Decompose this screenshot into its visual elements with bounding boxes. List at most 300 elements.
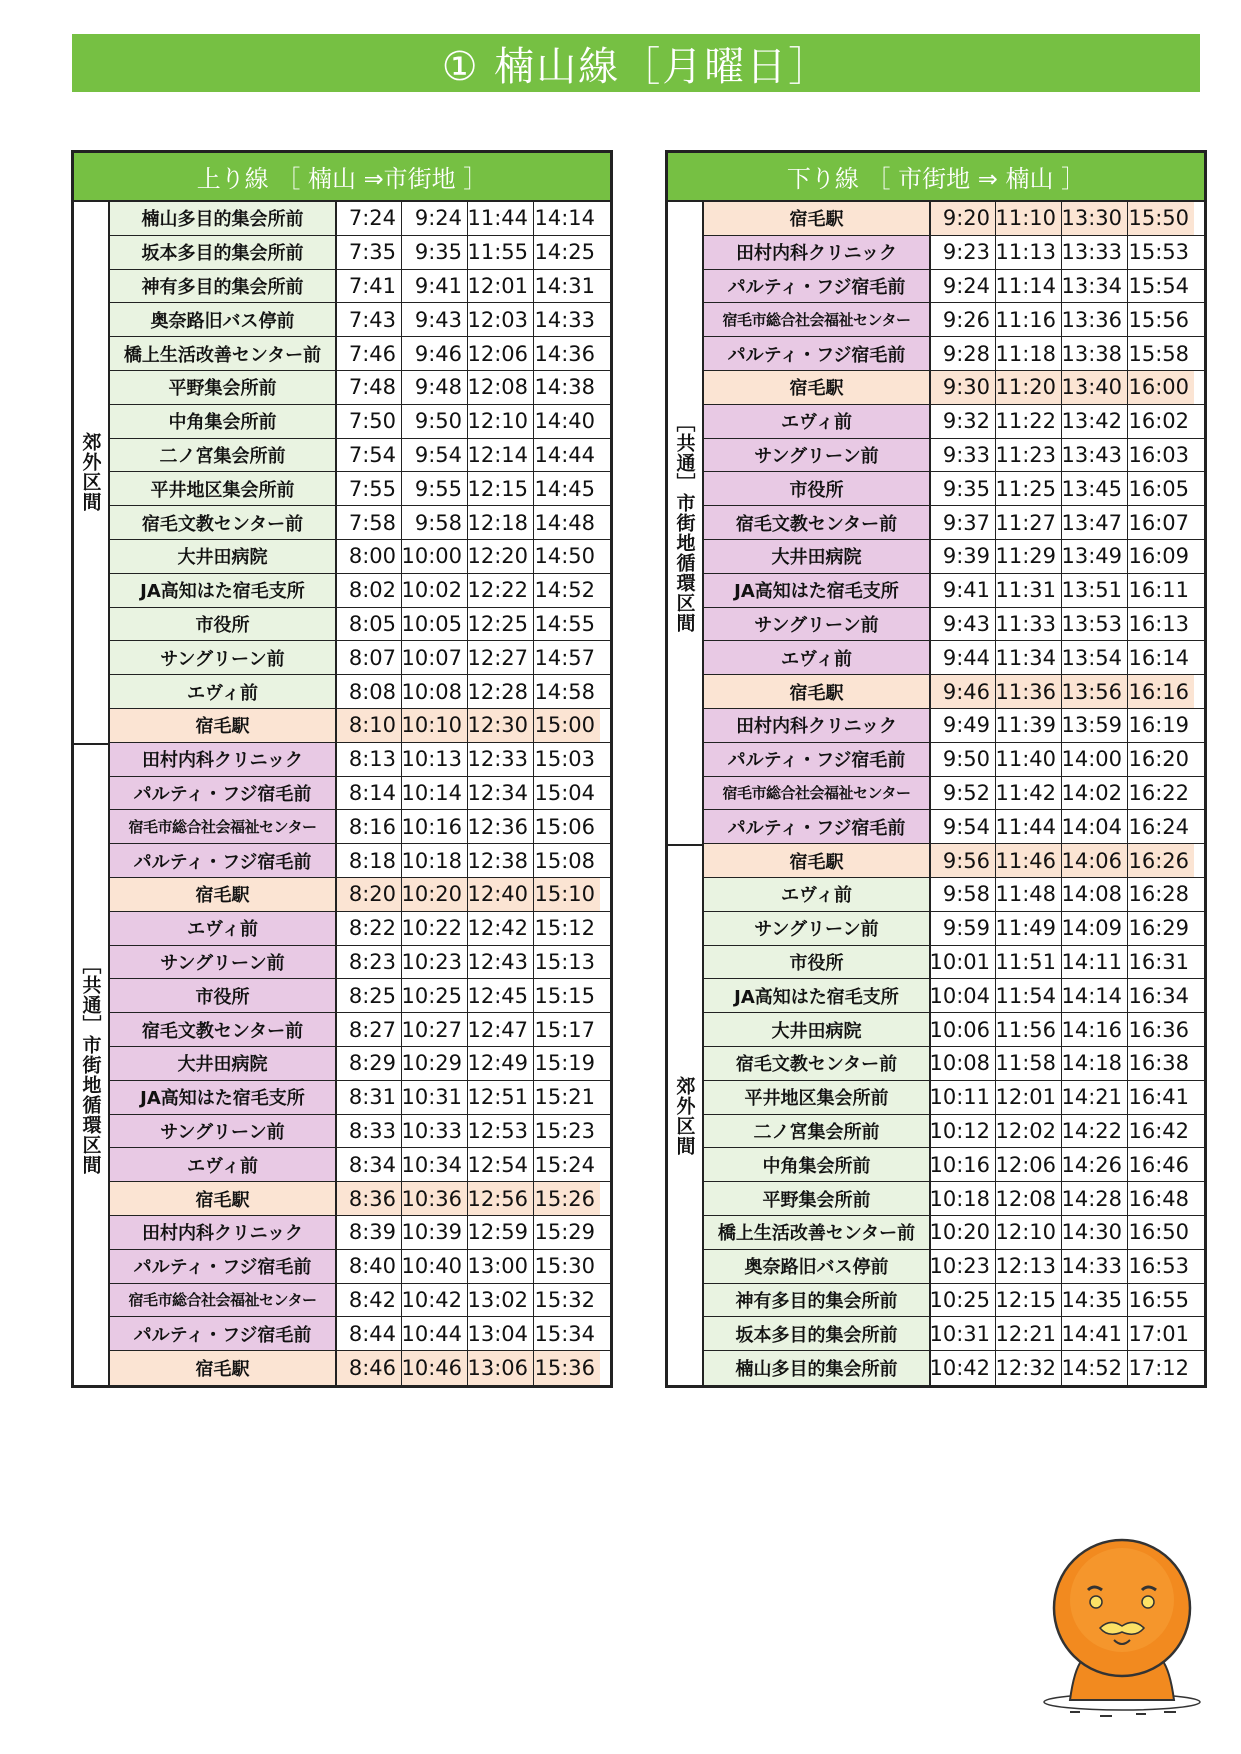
departure-time: 14:14 — [1062, 979, 1128, 1012]
departure-time: 15:26 — [534, 1182, 600, 1215]
departure-time: 11:36 — [996, 675, 1062, 708]
departure-time: 15:30 — [534, 1254, 595, 1279]
departure-time: 12:43 — [468, 946, 534, 979]
stop-name: サングリーン前 — [110, 1115, 337, 1148]
table-row — [110, 202, 610, 236]
departure-time: 11:18 — [996, 337, 1062, 370]
departure-time: 16:31 — [1128, 949, 1189, 974]
table-row — [704, 709, 1204, 743]
table-row — [704, 1216, 1204, 1250]
stop-name: 大井田病院 — [110, 1047, 337, 1080]
departure-time: 13:02 — [468, 1284, 534, 1317]
stop-name: 楠山多目的集会所前 — [704, 1351, 931, 1385]
stop-name: エヴィ前 — [110, 1148, 337, 1181]
stop-name: パルティ・フジ宿毛前 — [704, 743, 931, 776]
departure-time: 16:09 — [1128, 544, 1189, 569]
stop-name: 宿毛駅 — [704, 202, 931, 235]
table-row — [110, 1115, 610, 1149]
stop-name: エヴィ前 — [110, 675, 337, 708]
departure-time: 10:39 — [402, 1216, 468, 1249]
stop-name: 平野集会所前 — [704, 1182, 931, 1215]
table-row — [110, 979, 610, 1013]
departure-time: 13:42 — [1062, 405, 1128, 438]
departure-time: 16:24 — [1128, 814, 1189, 839]
table-row — [110, 709, 610, 743]
stop-name: エヴィ前 — [704, 878, 931, 911]
departure-time: 8:31 — [337, 1081, 402, 1114]
departure-time: 12:01 — [996, 1081, 1062, 1114]
departure-time: 9:41 — [931, 574, 996, 607]
departure-time: 12:36 — [468, 810, 534, 843]
departure-time: 11:14 — [996, 270, 1062, 303]
departure-time: 9:54 — [402, 439, 468, 472]
departure-time: 12:45 — [468, 979, 534, 1012]
departure-time: 9:50 — [402, 405, 468, 438]
table-row — [110, 675, 610, 709]
departure-time: 12:15 — [996, 1284, 1062, 1317]
departure-time: 8:10 — [337, 709, 402, 742]
stop-name: JA高知はた宿毛支所 — [110, 1081, 337, 1114]
departure-time: 12:01 — [468, 270, 534, 303]
departure-time: 15:00 — [534, 709, 600, 742]
stop-name: 市役所 — [110, 608, 337, 641]
departure-time: 8:23 — [337, 946, 402, 979]
departure-time: 11:55 — [468, 236, 534, 269]
stop-name: 坂本多目的集会所前 — [704, 1317, 931, 1350]
departure-time: 13:40 — [1062, 371, 1128, 404]
table-row — [704, 946, 1204, 980]
departure-time: 8:02 — [337, 574, 402, 607]
departure-time: 13:53 — [1062, 608, 1128, 641]
stop-name: 大井田病院 — [704, 540, 931, 573]
table-row — [110, 1047, 610, 1081]
departure-time: 13:47 — [1062, 506, 1128, 539]
departure-time: 10:16 — [931, 1148, 996, 1181]
departure-time: 13:34 — [1062, 270, 1128, 303]
stop-name: 宿毛市総合社会福祉センター — [110, 1284, 337, 1317]
departure-time: 16:50 — [1128, 1220, 1189, 1245]
segment-labels — [668, 202, 704, 1385]
stop-name: エヴィ前 — [110, 912, 337, 945]
departure-time: 13:36 — [1062, 303, 1128, 336]
departure-time: 14:08 — [1062, 878, 1128, 911]
stop-name: 平野集会所前 — [110, 371, 337, 404]
table-row — [110, 236, 610, 270]
departure-time: 8:33 — [337, 1115, 402, 1148]
departure-time: 8:39 — [337, 1216, 402, 1249]
stop-name: 田村内科クリニック — [110, 743, 337, 776]
departure-time: 14:06 — [1062, 844, 1128, 877]
table-row — [704, 675, 1204, 709]
departure-time: 12:42 — [468, 912, 534, 945]
departure-time: 13:43 — [1062, 439, 1128, 472]
table-row — [110, 270, 610, 304]
table-row — [704, 236, 1204, 270]
departure-time: 12:10 — [996, 1216, 1062, 1249]
departure-time: 10:22 — [402, 912, 468, 945]
departure-time: 8:36 — [337, 1182, 402, 1215]
departure-time: 8:18 — [337, 844, 402, 877]
departure-time: 7:55 — [337, 472, 402, 505]
table-row — [704, 1148, 1204, 1182]
departure-time: 10:08 — [931, 1047, 996, 1080]
departure-time: 14:02 — [1062, 777, 1128, 810]
stop-name: 楠山多目的集会所前 — [110, 202, 337, 235]
departure-time: 14:00 — [1062, 743, 1128, 776]
departure-time: 10:36 — [402, 1182, 468, 1215]
departure-time: 9:52 — [931, 777, 996, 810]
segment-labels — [74, 202, 110, 1385]
departure-time: 11:10 — [996, 202, 1062, 235]
departure-time: 10:02 — [402, 574, 468, 607]
departure-time: 16:22 — [1128, 780, 1189, 805]
departure-time: 12:08 — [468, 371, 534, 404]
departure-time: 10:18 — [931, 1182, 996, 1215]
departure-time: 9:33 — [931, 439, 996, 472]
table-row — [110, 641, 610, 675]
departure-time: 16:36 — [1128, 1017, 1189, 1042]
departure-time: 15:54 — [1128, 273, 1189, 298]
departure-time: 14:38 — [534, 375, 595, 400]
departure-time: 14:33 — [534, 307, 595, 332]
departure-time: 7:58 — [337, 506, 402, 539]
departure-time: 10:16 — [402, 810, 468, 843]
table-row — [110, 1013, 610, 1047]
departure-time: 7:46 — [337, 337, 402, 370]
departure-time: 15:03 — [534, 747, 595, 772]
departure-time: 7:50 — [337, 405, 402, 438]
stop-name: 二ノ宮集会所前 — [110, 439, 337, 472]
departure-time: 12:03 — [468, 303, 534, 336]
stop-name: パルティ・フジ宿毛前 — [110, 777, 337, 810]
stop-name: 二ノ宮集会所前 — [704, 1115, 931, 1148]
departure-time: 16:48 — [1128, 1186, 1189, 1211]
departure-time: 15:15 — [534, 983, 595, 1008]
departure-time: 12:27 — [468, 641, 534, 674]
departure-time: 11:25 — [996, 472, 1062, 505]
departure-time: 9:39 — [931, 540, 996, 573]
departure-time: 12:20 — [468, 540, 534, 573]
table-row — [110, 337, 610, 371]
departure-time: 11:58 — [996, 1047, 1062, 1080]
stop-name: 大井田病院 — [110, 540, 337, 573]
segment-label: 郊外区間 — [668, 844, 702, 1385]
stop-name: 平井地区集会所前 — [110, 472, 337, 505]
departure-time: 14:55 — [534, 611, 595, 636]
departure-time: 14:11 — [1062, 946, 1128, 979]
departure-time: 12:38 — [468, 844, 534, 877]
departure-time: 13:06 — [468, 1351, 534, 1385]
departure-time: 7:54 — [337, 439, 402, 472]
stop-name: サングリーン前 — [110, 641, 337, 674]
stop-name: パルティ・フジ宿毛前 — [110, 1250, 337, 1283]
departure-time: 15:36 — [534, 1351, 600, 1385]
stop-name: サングリーン前 — [110, 946, 337, 979]
departure-time: 9:43 — [931, 608, 996, 641]
departure-time: 16:14 — [1128, 645, 1189, 670]
departure-time: 9:23 — [931, 236, 996, 269]
departure-time: 16:42 — [1128, 1118, 1189, 1143]
departure-time: 9:49 — [931, 709, 996, 742]
table-row — [704, 1115, 1204, 1149]
table-row — [110, 608, 610, 642]
departure-time: 16:53 — [1128, 1254, 1189, 1279]
departure-time: 11:44 — [468, 202, 534, 235]
departure-time: 14:28 — [1062, 1182, 1128, 1215]
table-row — [110, 574, 610, 608]
departure-time: 8:29 — [337, 1047, 402, 1080]
departure-time: 10:42 — [402, 1284, 468, 1317]
departure-time: 12:21 — [996, 1317, 1062, 1350]
departure-time: 13:51 — [1062, 574, 1128, 607]
departure-time: 10:27 — [402, 1013, 468, 1046]
stop-name: 平井地区集会所前 — [704, 1081, 931, 1114]
table-row — [110, 844, 610, 878]
departure-time: 10:23 — [931, 1250, 996, 1283]
departure-time: 15:13 — [534, 949, 595, 974]
departure-time: 10:11 — [931, 1081, 996, 1114]
departure-time: 15:23 — [534, 1118, 595, 1143]
table-row — [704, 608, 1204, 642]
table-row — [704, 1182, 1204, 1216]
departure-time: 15:53 — [1128, 240, 1189, 265]
departure-time: 10:04 — [931, 979, 996, 1012]
departure-time: 14:48 — [534, 510, 595, 535]
table-row — [110, 540, 610, 574]
stop-name: 神有多目的集会所前 — [704, 1284, 931, 1317]
timetable-down — [665, 150, 1207, 1388]
stop-name: 宿毛文教センター前 — [704, 506, 931, 539]
table-row — [110, 743, 610, 777]
segment-label: 郊外区間 — [79, 432, 102, 513]
departure-time: 16:46 — [1128, 1152, 1189, 1177]
stop-name: パルティ・フジ宿毛前 — [704, 270, 931, 303]
departure-time: 14:58 — [534, 679, 595, 704]
departure-time: 11:40 — [996, 743, 1062, 776]
stop-name: 宿毛駅 — [704, 675, 931, 708]
departure-time: 9:28 — [931, 337, 996, 370]
departure-time: 14:41 — [1062, 1317, 1128, 1350]
departure-time: 14:50 — [534, 544, 595, 569]
departure-time: 10:29 — [402, 1047, 468, 1080]
departure-time: 11:22 — [996, 405, 1062, 438]
departure-time: 11:20 — [996, 371, 1062, 404]
table-row — [704, 1317, 1204, 1351]
departure-time: 10:25 — [402, 979, 468, 1012]
table-row — [704, 979, 1204, 1013]
departure-time: 10:44 — [402, 1317, 468, 1350]
departure-time: 9:20 — [931, 202, 996, 235]
departure-time: 12:28 — [468, 675, 534, 708]
departure-time: 10:05 — [402, 608, 468, 641]
departure-time: 8:46 — [337, 1351, 402, 1385]
departure-time: 13:49 — [1062, 540, 1128, 573]
departure-time: 8:40 — [337, 1250, 402, 1283]
stop-name: JA高知はた宿毛支所 — [704, 574, 931, 607]
segment-label: ［共通］市街地循環区間 — [673, 413, 696, 634]
stop-name: 橋上生活改善センター前 — [110, 337, 337, 370]
departure-time: 8:00 — [337, 540, 402, 573]
departure-time: 15:19 — [534, 1051, 595, 1076]
departure-time: 9:59 — [931, 912, 996, 945]
table-row — [704, 540, 1204, 574]
departure-time: 14:18 — [1062, 1047, 1128, 1080]
departure-time: 12:30 — [468, 709, 534, 742]
departure-time: 9:48 — [402, 371, 468, 404]
departure-time: 12:54 — [468, 1148, 534, 1181]
table-row — [704, 202, 1204, 236]
departure-time: 12:06 — [468, 337, 534, 370]
departure-time: 14:26 — [1062, 1148, 1128, 1181]
table-row — [110, 1182, 610, 1216]
table-row — [110, 878, 610, 912]
table-row — [704, 743, 1204, 777]
stop-name: 宿毛市総合社会福祉センター — [704, 777, 931, 810]
departure-time: 10:10 — [402, 709, 468, 742]
stop-name: 中角集会所前 — [110, 405, 337, 438]
departure-time: 16:20 — [1128, 747, 1189, 772]
stop-name: パルティ・フジ宿毛前 — [704, 337, 931, 370]
stop-name: 大井田病院 — [704, 1013, 931, 1046]
table-row — [110, 1216, 610, 1250]
departure-time: 14:16 — [1062, 1013, 1128, 1046]
departure-time: 8:25 — [337, 979, 402, 1012]
departure-time: 10:14 — [402, 777, 468, 810]
stop-name: 中角集会所前 — [704, 1148, 931, 1181]
table-row — [110, 946, 610, 980]
stop-name: 宿毛駅 — [704, 371, 931, 404]
departure-time: 15:34 — [534, 1321, 595, 1346]
stop-name: 宿毛市総合社会福祉センター — [704, 303, 931, 336]
table-row — [110, 371, 610, 405]
departure-time: 15:12 — [534, 916, 595, 941]
departure-time: 10:33 — [402, 1115, 468, 1148]
table-row — [704, 1013, 1204, 1047]
departure-time: 16:26 — [1128, 844, 1194, 877]
stop-name: 奥奈路旧バス停前 — [110, 303, 337, 336]
departure-time: 8:27 — [337, 1013, 402, 1046]
departure-time: 7:43 — [337, 303, 402, 336]
departure-time: 15:17 — [534, 1017, 595, 1042]
departure-time: 16:41 — [1128, 1085, 1189, 1110]
departure-time: 14:33 — [1062, 1250, 1128, 1283]
departure-time: 16:02 — [1128, 409, 1189, 434]
table-row — [110, 777, 610, 811]
table-row — [704, 912, 1204, 946]
stop-name: 奥奈路旧バス停前 — [704, 1250, 931, 1283]
departure-time: 8:42 — [337, 1284, 402, 1317]
departure-time: 12:49 — [468, 1047, 534, 1080]
stop-name: 市役所 — [110, 979, 337, 1012]
table-row — [704, 506, 1204, 540]
departure-time: 8:34 — [337, 1148, 402, 1181]
departure-time: 14:30 — [1062, 1216, 1128, 1249]
departure-time: 10:34 — [402, 1148, 468, 1181]
departure-time: 11:42 — [996, 777, 1062, 810]
departure-time: 14:57 — [534, 645, 595, 670]
departure-time: 16:19 — [1128, 713, 1189, 738]
table-row — [110, 912, 610, 946]
departure-time: 10:46 — [402, 1351, 468, 1385]
departure-time: 8:14 — [337, 777, 402, 810]
departure-time: 10:23 — [402, 946, 468, 979]
departure-time: 11:56 — [996, 1013, 1062, 1046]
departure-time: 14:52 — [1062, 1351, 1128, 1385]
departure-time: 14:35 — [1062, 1284, 1128, 1317]
table-row — [704, 1081, 1204, 1115]
departure-time: 11:34 — [996, 641, 1062, 674]
table-row — [704, 1047, 1204, 1081]
departure-time: 12:10 — [468, 405, 534, 438]
departure-time: 11:29 — [996, 540, 1062, 573]
departure-time: 9:54 — [931, 810, 996, 843]
departure-time: 10:07 — [402, 641, 468, 674]
departure-time: 16:29 — [1128, 916, 1189, 941]
stop-name: 宿毛駅 — [110, 1182, 337, 1215]
page-title: ① 楠山線［月曜日］ — [72, 34, 1200, 92]
stop-name: 宿毛駅 — [110, 1351, 337, 1385]
departure-time: 12:22 — [468, 574, 534, 607]
departure-time: 11:23 — [996, 439, 1062, 472]
departure-time: 12:02 — [996, 1115, 1062, 1148]
table-row — [704, 641, 1204, 675]
table-row — [704, 844, 1204, 878]
departure-time: 17:01 — [1128, 1321, 1189, 1346]
departure-time: 12:32 — [996, 1351, 1062, 1385]
stop-name: エヴィ前 — [704, 641, 931, 674]
departure-time: 10:20 — [931, 1216, 996, 1249]
departure-time: 9:32 — [931, 405, 996, 438]
departure-time: 12:47 — [468, 1013, 534, 1046]
departure-time: 8:16 — [337, 810, 402, 843]
departure-time: 14:52 — [534, 578, 595, 603]
departure-time: 15:24 — [534, 1152, 595, 1177]
departure-time: 11:27 — [996, 506, 1062, 539]
departure-time: 16:34 — [1128, 983, 1189, 1008]
departure-time: 9:35 — [931, 472, 996, 505]
departure-time: 8:08 — [337, 675, 402, 708]
departure-time: 9:43 — [402, 303, 468, 336]
departure-time: 15:10 — [534, 878, 600, 911]
departure-time: 9:24 — [402, 202, 468, 235]
departure-time: 11:31 — [996, 574, 1062, 607]
departure-time: 12:59 — [468, 1216, 534, 1249]
departure-time: 9:50 — [931, 743, 996, 776]
departure-time: 10:13 — [402, 743, 468, 776]
table-row — [110, 405, 610, 439]
departure-time: 10:01 — [931, 946, 996, 979]
table-row — [110, 1250, 610, 1284]
departure-time: 8:05 — [337, 608, 402, 641]
departure-time: 14:45 — [534, 476, 595, 501]
departure-time: 8:44 — [337, 1317, 402, 1350]
departure-time: 17:12 — [1128, 1355, 1189, 1380]
table-row — [110, 303, 610, 337]
departure-time: 16:16 — [1128, 675, 1194, 708]
departure-time: 12:40 — [468, 878, 534, 911]
stop-name: 宿毛文教センター前 — [110, 1013, 337, 1046]
departure-time: 12:08 — [996, 1182, 1062, 1215]
departure-time: 13:59 — [1062, 709, 1128, 742]
departure-time: 10:25 — [931, 1284, 996, 1317]
departure-time: 15:08 — [534, 848, 595, 873]
departure-time: 15:29 — [534, 1220, 595, 1245]
departure-time: 10:40 — [402, 1250, 468, 1283]
departure-time: 9:58 — [931, 878, 996, 911]
departure-time: 7:48 — [337, 371, 402, 404]
departure-time: 15:06 — [534, 814, 595, 839]
departure-time: 12:51 — [468, 1081, 534, 1114]
